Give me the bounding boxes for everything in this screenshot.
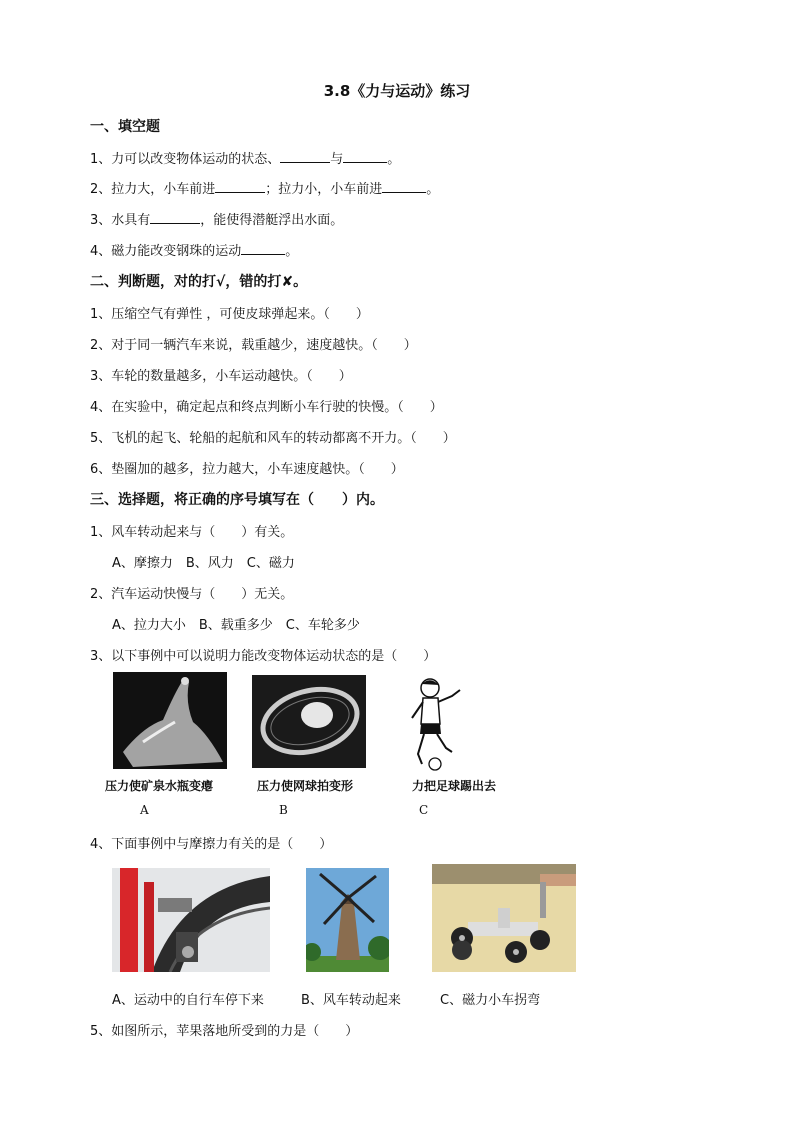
windmill-image (306, 868, 389, 972)
image-caption-a: 压力使矿泉水瓶变瘪 (105, 779, 214, 793)
judge-question: 4、在实验中，确定起点和终点判断小车行驶的快慢。（ ） (90, 400, 443, 415)
fill-question-1: 1、力可以改变物体运动的状态、 与 。 (90, 152, 401, 167)
judge-question: 2、对于同一辆汽车来说，载重越少，速度越快。（ ） (90, 338, 417, 353)
q4-option-b: B、风车转动起来 (301, 993, 401, 1008)
answer-blank[interactable] (382, 180, 426, 193)
choice-question-3: 3、以下事例中可以说明力能改变物体运动状态的是（ ） (90, 649, 437, 664)
choice-question-5: 5、如图所示，苹果落地所受到的力是（ ） (90, 1024, 359, 1039)
fill-question-4: 4、磁力能改变钢珠的运动 。 (90, 244, 299, 259)
option-letter-a: A (140, 803, 149, 817)
choice-question-1: 1、风车转动起来与（ ）有关。 (90, 525, 294, 540)
image-caption-b: 压力使网球拍变形 (257, 779, 354, 793)
q4-option-a: A、运动中的自行车停下来 (112, 993, 264, 1008)
judge-question: 3、车轮的数量越多，小车运动越快。（ ） (90, 369, 352, 384)
answer-blank[interactable] (241, 242, 285, 255)
choice-question-4: 4、下面事例中与摩擦力有关的是（ ） (90, 837, 333, 852)
bottle-squeezed-image (113, 672, 227, 769)
tennis-racket-image (252, 675, 366, 768)
fill-question-2: 2、拉力大，小车前进 ；拉力小，小车前进 。 (90, 182, 440, 197)
judge-question: 6、垫圈加的越多，拉力越大，小车速度越快。（ ） (90, 462, 404, 477)
kick-football-image (408, 676, 470, 774)
choice-options-1: A、摩擦力 B、风力 C、磁力 (112, 556, 295, 571)
option-letter-c: C (419, 803, 429, 817)
section2-heading: 二、判断题，对的打√，错的打✘。 (90, 274, 308, 290)
option-letter-b: B (279, 803, 288, 817)
bicycle-brake-image (112, 868, 270, 972)
page-title: 3.8《力与运动》练习 (323, 82, 471, 100)
judge-question: 1、压缩空气有弹性 ，可使皮球弹起来。（ ） (90, 307, 369, 322)
answer-blank[interactable] (150, 211, 200, 224)
section3-heading: 三、选择题，将正确的序号填写在（ ）内。 (90, 492, 384, 508)
answer-blank[interactable] (215, 180, 265, 193)
answer-blank[interactable] (280, 150, 330, 163)
choice-options-2: A、拉力大小 B、载重多少 C、车轮多少 (112, 618, 360, 633)
judge-question: 5、飞机的起飞、轮船的起航和风车的转动都离不开力。（ ） (90, 431, 456, 446)
q4-option-c: C、磁力小车拐弯 (440, 993, 541, 1008)
section1-heading: 一、填空题 (90, 119, 160, 135)
answer-blank[interactable] (343, 150, 387, 163)
image-caption-c: 力把足球踢出去 (412, 779, 497, 793)
magnetic-car-image (432, 864, 576, 972)
choice-question-2: 2、汽车运动快慢与（ ）无关。 (90, 587, 294, 602)
fill-question-3: 3、水具有 ，能使得潜艇浮出水面。 (90, 213, 344, 228)
